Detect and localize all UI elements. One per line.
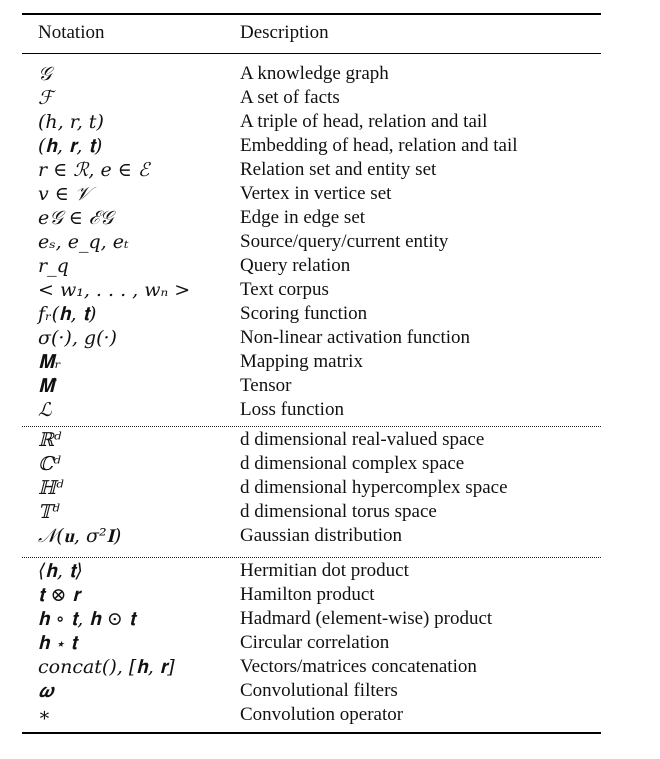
description-cell: Embedding of head, relation and tail [240, 135, 518, 156]
description-cell: Source/query/current entity [240, 231, 449, 252]
notation-cell: ℍᵈ [38, 477, 64, 499]
description-cell: Query relation [240, 255, 351, 276]
notation-cell: eₛ, e_q, eₜ [38, 231, 129, 253]
description-cell: Edge in edge set [240, 207, 366, 228]
table-row [0, 428, 660, 452]
notation-cell: e𝒢 ∈ ℰ𝒢 [38, 207, 114, 229]
description-cell: Convolution operator [240, 704, 404, 725]
notation-cell: 𝐭 ⊗ 𝐫 [38, 584, 80, 606]
notation-cell: 𝐌ᵣ [38, 351, 62, 373]
notation-cell: σ(·), g(·) [38, 327, 117, 349]
notation-cell: ℱ [38, 87, 53, 109]
table-row [0, 655, 660, 679]
header-description: Description [240, 22, 329, 43]
table-row [0, 206, 660, 230]
top-rule [22, 13, 601, 15]
notation-cell: ⟨𝐡, 𝐭⟩ [38, 560, 83, 582]
description-cell: d dimensional complex space [240, 453, 465, 474]
table-row [0, 110, 660, 134]
description-cell: Vectors/matrices concatenation [240, 656, 477, 677]
notation-cell: 𝒩(𝐮, σ²𝐈) [38, 525, 122, 547]
description-cell: Relation set and entity set [240, 159, 437, 180]
description-cell: Convolutional filters [240, 680, 398, 701]
table-row [0, 302, 660, 326]
table-row [0, 134, 660, 158]
description-cell: d dimensional real-valued space [240, 429, 485, 450]
table-row [0, 86, 660, 110]
description-cell: Vertex in vertice set [240, 183, 392, 204]
table-row [0, 524, 660, 548]
notation-cell: fᵣ(𝐡, 𝐭) [38, 303, 97, 325]
description-cell: Loss function [240, 399, 344, 420]
notation-cell: 𝒢 [38, 63, 52, 85]
notation-cell: 𝐌̂ [38, 375, 55, 397]
table-row [0, 452, 660, 476]
table-row [0, 158, 660, 182]
notation-cell: 𝝎 [38, 680, 54, 702]
notation-cell: r_q [38, 255, 69, 277]
description-cell: d dimensional torus space [240, 501, 437, 522]
notation-cell: 𝐡 ⋆ 𝐭 [38, 632, 77, 654]
header-rule [22, 53, 601, 54]
table-row [0, 326, 660, 350]
description-cell: Text corpus [240, 279, 329, 300]
bottom-rule [22, 732, 601, 734]
group-separator [22, 426, 601, 427]
description-cell: A knowledge graph [240, 63, 389, 84]
notation-cell: 𝕋ᵈ [38, 501, 60, 523]
group-separator [22, 557, 601, 558]
table-row [0, 583, 660, 607]
notation-cell: r ∈ ℛ, e ∈ ℰ [38, 159, 150, 181]
notation-cell: ∗ [38, 704, 51, 726]
table-row [0, 476, 660, 500]
notation-cell: v ∈ 𝒱 [38, 183, 91, 205]
table-row [0, 398, 660, 422]
description-cell: Circular correlation [240, 632, 390, 653]
table-row [0, 703, 660, 727]
description-cell: Hermitian dot product [240, 560, 409, 581]
notation-cell: (h, r, t) [38, 111, 104, 133]
table-row [0, 631, 660, 655]
table-row [0, 230, 660, 254]
description-cell: Gaussian distribution [240, 525, 403, 546]
notation-cell: ℂᵈ [38, 453, 61, 475]
description-cell: A set of facts [240, 87, 340, 108]
header-notation: Notation [38, 22, 105, 43]
notation-cell: concat(), [𝐡, 𝐫] [38, 656, 175, 678]
description-cell: d dimensional hypercomplex space [240, 477, 508, 498]
table-row [0, 500, 660, 524]
description-cell: A triple of head, relation and tail [240, 111, 488, 132]
description-cell: Hadmard (element-wise) product [240, 608, 493, 629]
description-cell: Mapping matrix [240, 351, 363, 372]
notation-cell: (𝐡, 𝐫, 𝐭) [38, 135, 103, 157]
description-cell: Non-linear activation function [240, 327, 471, 348]
table-row [0, 374, 660, 398]
table-row [0, 62, 660, 86]
table-row [0, 559, 660, 583]
table-row [0, 254, 660, 278]
table-row [0, 350, 660, 374]
table-row [0, 278, 660, 302]
table-row [0, 182, 660, 206]
notation-cell: < w₁, . . . , wₙ > [38, 279, 191, 301]
description-cell: Hamilton product [240, 584, 375, 605]
notation-cell: ℝᵈ [38, 429, 62, 451]
table-row [0, 607, 660, 631]
description-cell: Scoring function [240, 303, 368, 324]
notation-cell: ℒ [38, 399, 52, 421]
notation-cell: 𝐡 ∘ 𝐭, 𝐡 ⊙ 𝐭 [38, 608, 136, 630]
table-row [0, 679, 660, 703]
description-cell: Tensor [240, 375, 292, 396]
